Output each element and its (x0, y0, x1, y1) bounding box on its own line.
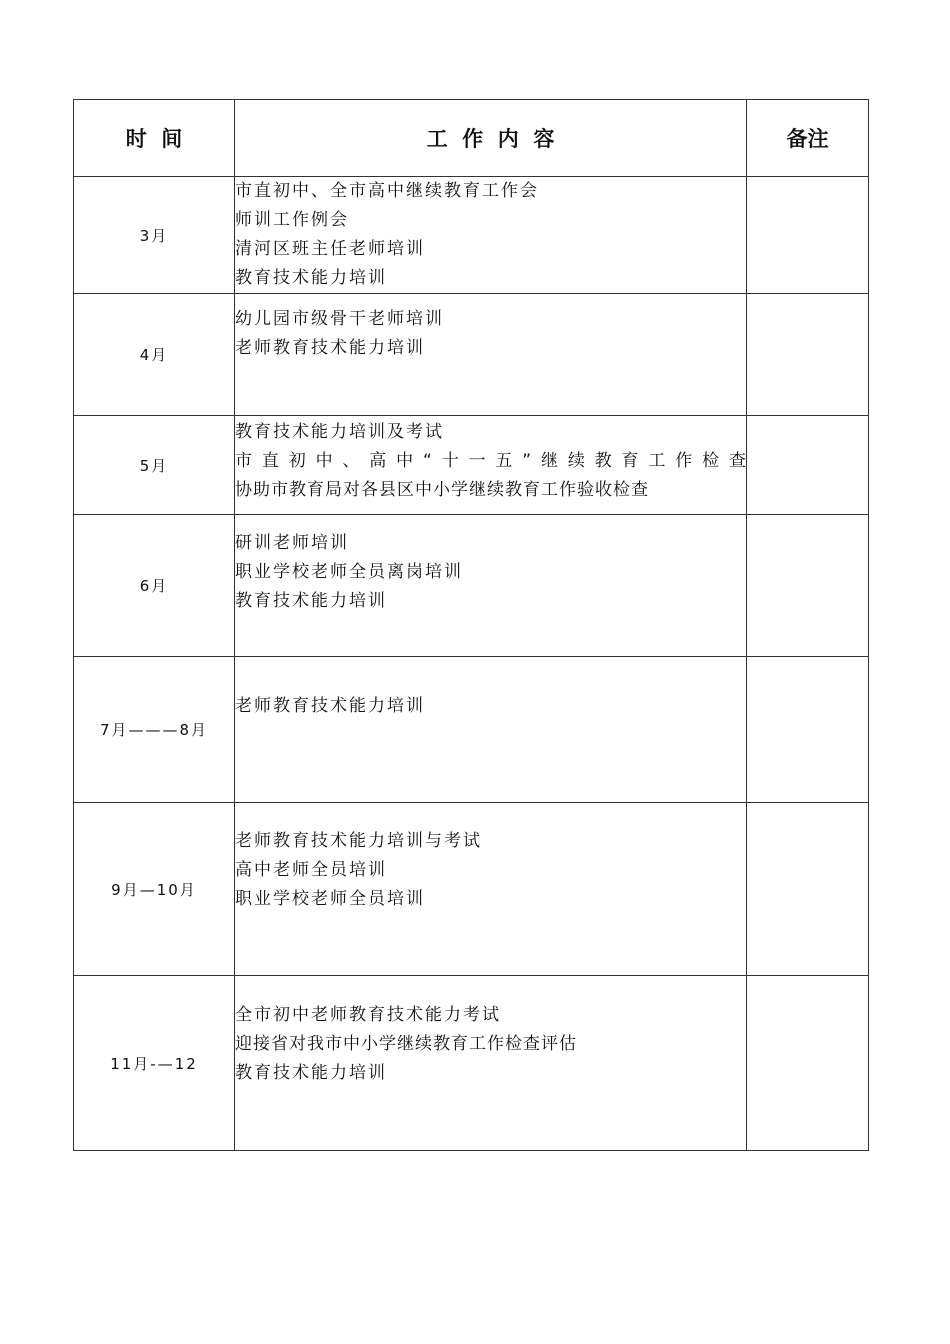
row-note (747, 515, 869, 657)
content-line: 老师教育技术能力培训 (235, 338, 425, 358)
row-content (235, 177, 747, 294)
header-note-label: 备注 (786, 126, 829, 151)
row-note (747, 657, 869, 803)
content-line: 职业学校老师全员培训 (235, 889, 425, 909)
content-line: 全市初中老师教育技术能力考试 (235, 1005, 501, 1025)
row-time: 4月 (74, 294, 235, 416)
content-line: 教育技术能力培训及考试 (235, 422, 444, 442)
table-row (74, 515, 869, 657)
content-line: 幼儿园市级骨干老师培训 (235, 309, 444, 329)
table-row (74, 177, 869, 294)
header-time-label: 时 间 (125, 126, 183, 151)
content-line: 市直初中、全市高中继续教育工作会 (235, 181, 539, 201)
content-line: 教育技术能力培训 (235, 1063, 387, 1083)
table-row (74, 416, 869, 515)
content-line: 市直初中、高中“十一五”继续教育工作检查 (235, 451, 746, 471)
content-line: 迎接省对我市中小学继续教育工作检查评估 (235, 1034, 577, 1054)
row-note (747, 177, 869, 294)
header-time (74, 100, 235, 177)
content-line: 老师教育技术能力培训 (235, 696, 425, 716)
header-note (747, 100, 869, 177)
row-time: 7月———8月 (74, 657, 235, 803)
row-time: 3月 (74, 177, 235, 294)
row-time: 9月—10月 (74, 803, 235, 976)
row-content (235, 976, 747, 1151)
row-note (747, 416, 869, 515)
row-time: 6月 (74, 515, 235, 657)
content-line: 协助市教育局对各县区中小学继续教育工作验收检查 (235, 480, 649, 500)
row-time: 11月-—12 (74, 976, 235, 1151)
content-line: 教育技术能力培训 (235, 591, 387, 611)
content-line: 研训老师培训 (235, 533, 349, 553)
content-line: 师训工作例会 (235, 210, 349, 230)
row-time: 5月 (74, 416, 235, 515)
content-line: 高中老师全员培训 (235, 860, 387, 880)
content-line: 职业学校老师全员离岗培训 (235, 562, 463, 582)
work-schedule-table (73, 99, 869, 1151)
table-row (74, 294, 869, 416)
table-row (74, 976, 869, 1151)
header-content (235, 100, 747, 177)
table-row (74, 803, 869, 976)
row-note (747, 976, 869, 1151)
header-content-label: 工 作 内 容 (426, 126, 555, 151)
row-content (235, 515, 747, 657)
row-content (235, 416, 747, 515)
row-note (747, 803, 869, 976)
row-note (747, 294, 869, 416)
content-line: 清河区班主任老师培训 (235, 239, 425, 259)
content-line: 老师教育技术能力培训与考试 (235, 831, 482, 851)
table-header-row (74, 100, 869, 177)
row-content (235, 294, 747, 416)
table-row (74, 657, 869, 803)
row-content (235, 803, 747, 976)
row-content (235, 657, 747, 803)
content-line: 教育技术能力培训 (235, 268, 387, 288)
